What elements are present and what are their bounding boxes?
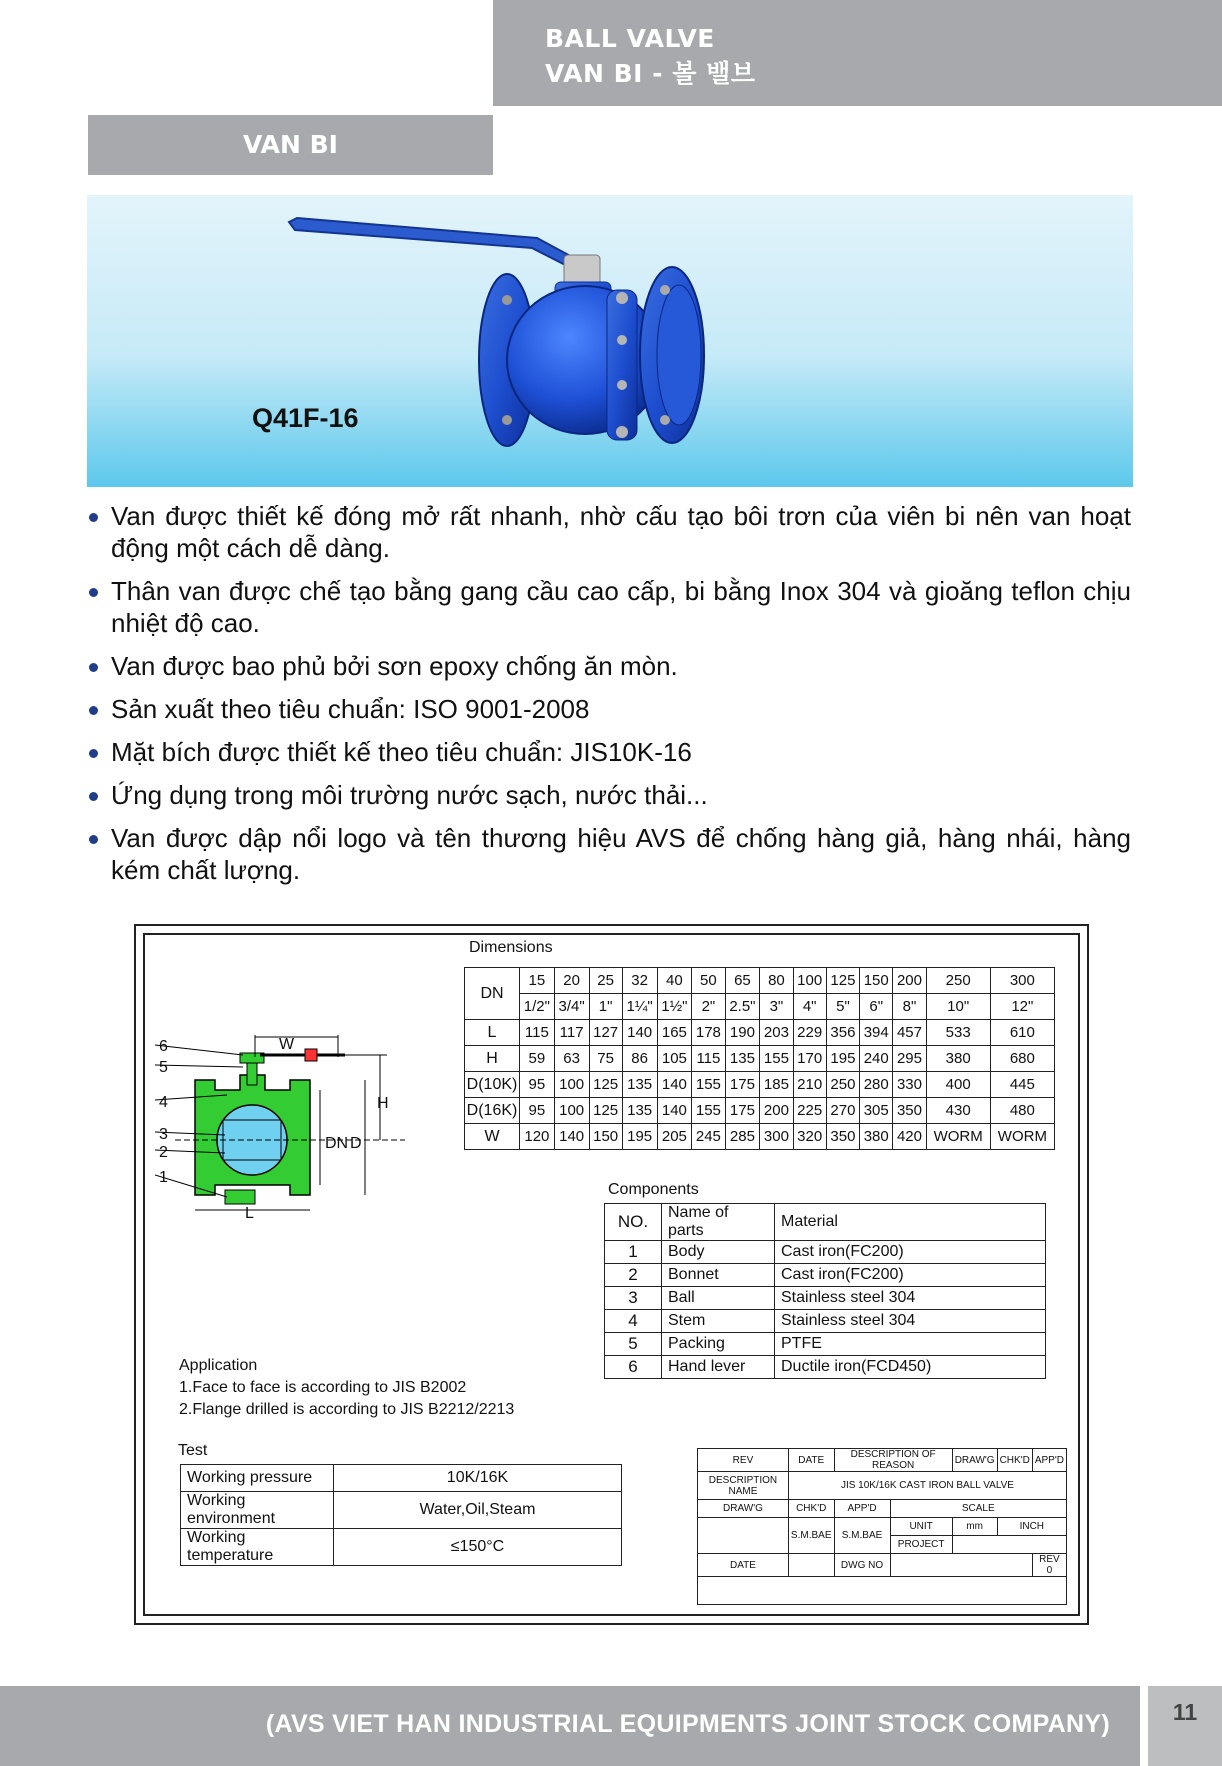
- dimensions-cell: 680: [990, 1046, 1054, 1072]
- dimensions-cell: 380: [860, 1124, 893, 1150]
- dimensions-cell: 150: [860, 968, 893, 994]
- component-name: Ball: [662, 1287, 775, 1310]
- test-row: [181, 1529, 622, 1566]
- dimensions-cell: 3": [760, 994, 793, 1020]
- dimensions-cell: 394: [860, 1020, 893, 1046]
- components-table: [604, 1203, 1046, 1379]
- header-title-vn-kr: VAN BI - 볼 밸브: [545, 59, 756, 88]
- test-title: Test: [178, 1442, 208, 1459]
- dimensions-row-label: D(10K): [465, 1072, 520, 1098]
- dimensions-cell: 115: [520, 1020, 555, 1046]
- test-value: Water,Oil,Steam: [334, 1492, 622, 1529]
- dimensions-cell: 155: [760, 1046, 793, 1072]
- tb-dwg-no: DWG NO: [834, 1554, 890, 1577]
- component-name: Stem: [662, 1310, 775, 1333]
- dimensions-cell: 140: [554, 1124, 589, 1150]
- dimensions-cell: 59: [520, 1046, 555, 1072]
- dimensions-cell: 100: [554, 1098, 589, 1124]
- dimensions-cell: 300: [990, 968, 1054, 994]
- dimensions-cell: 330: [893, 1072, 926, 1098]
- dimensions-cell: 117: [554, 1020, 589, 1046]
- component-material: PTFE: [775, 1333, 1046, 1356]
- dimensions-cell: WORM: [926, 1124, 990, 1150]
- feature-item: Ứng dụng trong môi trường nước sạch, nước thải...: [87, 779, 1131, 811]
- dimensions-row: [465, 1072, 1055, 1098]
- dimensions-cell: 610: [990, 1020, 1054, 1046]
- component-no: 3: [605, 1287, 662, 1310]
- dimensions-cell: 140: [657, 1072, 692, 1098]
- dimensions-row-label: H: [465, 1046, 520, 1072]
- dimensions-cell: 210: [793, 1072, 826, 1098]
- component-row: [605, 1264, 1046, 1287]
- dimensions-cell: 140: [657, 1098, 692, 1124]
- dimensions-cell: 75: [589, 1046, 622, 1072]
- dimensions-cell: 350: [826, 1124, 859, 1150]
- tb-description-value: JIS 10K/16K CAST IRON BALL VALVE: [788, 1472, 1066, 1500]
- dimensions-row: [465, 1124, 1055, 1150]
- dimensions-cell: 195: [826, 1046, 859, 1072]
- page-number: 11: [1148, 1686, 1222, 1766]
- dimensions-cell: 295: [893, 1046, 926, 1072]
- tb-unit: UNIT: [890, 1518, 952, 1536]
- dimensions-cell: 125: [589, 1098, 622, 1124]
- dimensions-cell: 200: [893, 968, 926, 994]
- tb-appd: APP'D: [1032, 1449, 1066, 1472]
- feature-list: [87, 500, 1131, 897]
- dimensions-cell: 4": [793, 994, 826, 1020]
- dimensions-cell: 40: [657, 968, 692, 994]
- dimensions-cell: 300: [760, 1124, 793, 1150]
- col-header-name: Name of parts: [662, 1204, 775, 1241]
- dimensions-cell: 5": [826, 994, 859, 1020]
- dimensions-cell: 125: [826, 968, 859, 994]
- tb-rev: REV: [698, 1449, 789, 1472]
- col-header-no: NO.: [605, 1204, 662, 1241]
- dimensions-cell: 1¼": [622, 994, 657, 1020]
- components-header-row: [605, 1204, 1046, 1241]
- dimensions-cell: 105: [657, 1046, 692, 1072]
- dimensions-cell: 100: [793, 968, 826, 994]
- dimensions-cell: 10": [926, 994, 990, 1020]
- dimensions-cell: 380: [926, 1046, 990, 1072]
- dimensions-row: [465, 994, 1055, 1020]
- dimensions-cell: 155: [692, 1098, 725, 1124]
- dimensions-cell: 2": [692, 994, 725, 1020]
- page-number-box: [1140, 1686, 1222, 1766]
- dimensions-cell: 280: [860, 1072, 893, 1098]
- col-header-material: Material: [775, 1204, 1046, 1241]
- section-title: VAN BI: [88, 115, 493, 175]
- dimensions-cell: 80: [760, 968, 793, 994]
- part-callout: 1: [159, 1169, 168, 1186]
- dimensions-cell: 203: [760, 1020, 793, 1046]
- dimensions-row: [465, 1098, 1055, 1124]
- header-title-en: BALL VALVE: [545, 24, 715, 53]
- dimensions-cell: 65: [725, 968, 760, 994]
- component-no: 2: [605, 1264, 662, 1287]
- tb-project: PROJECT: [890, 1536, 952, 1554]
- test-table: [180, 1464, 622, 1566]
- dimensions-cell: 95: [520, 1098, 555, 1124]
- dimensions-cell: 270: [826, 1098, 859, 1124]
- dimensions-row-label: L: [465, 1020, 520, 1046]
- dimensions-row-label: W: [465, 1124, 520, 1150]
- tb-chkd: CHK'D: [997, 1449, 1032, 1472]
- components-title: Components: [608, 1181, 699, 1198]
- dimensions-cell: 229: [793, 1020, 826, 1046]
- component-name: Packing: [662, 1333, 775, 1356]
- feature-item: Van được dập nổi logo và tên thương hiệu AVS để chống hàng giả, hàng nhái, hàng kém chất lượng.: [87, 822, 1131, 886]
- dimensions-cell: 195: [622, 1124, 657, 1150]
- feature-item: Van được thiết kế đóng mở rất nhanh, nhờ cấu tạo bôi trơn của viên bi nên van hoạt động một cách dễ dàng.: [87, 500, 1131, 564]
- dim-label-dn: DN: [325, 1135, 349, 1152]
- component-material: Ductile iron(FCD450): [775, 1356, 1046, 1379]
- header-band: [493, 0, 1222, 106]
- dimensions-cell: 15: [520, 968, 555, 994]
- component-name: Bonnet: [662, 1264, 775, 1287]
- dimensions-cell: 178: [692, 1020, 725, 1046]
- component-material: Stainless steel 304: [775, 1310, 1046, 1333]
- dimensions-title: Dimensions: [469, 939, 553, 956]
- dimensions-cell: 445: [990, 1072, 1054, 1098]
- dimensions-cell: 127: [589, 1020, 622, 1046]
- component-no: 6: [605, 1356, 662, 1379]
- dimensions-cell: 200: [760, 1098, 793, 1124]
- test-value: 10K/16K: [334, 1465, 622, 1492]
- dim-label-d: D: [350, 1135, 362, 1152]
- dim-label-l: L: [245, 1205, 254, 1222]
- dimensions-cell: 115: [692, 1046, 725, 1072]
- dimensions-cell: 245: [692, 1124, 725, 1150]
- dimensions-cell: 8": [893, 994, 926, 1020]
- dimensions-cell: 2.5": [725, 994, 760, 1020]
- tb-scale: SCALE: [890, 1500, 1066, 1518]
- dimensions-cell: 430: [926, 1098, 990, 1124]
- tb-drawg: DRAW'G: [952, 1449, 997, 1472]
- test-label: Working pressure: [181, 1465, 334, 1492]
- test-value: ≤150°C: [334, 1529, 622, 1566]
- dimensions-row-label: D(16K): [465, 1098, 520, 1124]
- dimensions-cell: 356: [826, 1020, 859, 1046]
- tb-rev-box: [1032, 1554, 1066, 1577]
- dimensions-cell: 175: [725, 1072, 760, 1098]
- dimensions-cell: 20: [554, 968, 589, 994]
- feature-item: Mặt bích được thiết kế theo tiêu chuẩn: JIS10K-16: [87, 736, 1131, 768]
- component-no: 5: [605, 1333, 662, 1356]
- component-no: 1: [605, 1241, 662, 1264]
- part-callout: 4: [159, 1094, 168, 1111]
- dimensions-cell: 3/4": [554, 994, 589, 1020]
- component-material: Stainless steel 304: [775, 1287, 1046, 1310]
- component-name: Hand lever: [662, 1356, 775, 1379]
- drawing-title-block: [697, 1448, 1067, 1605]
- tb-desc-reason: DESCRIPTION OF REASON: [834, 1449, 952, 1472]
- tb-rev-value: 0: [1046, 1565, 1053, 1576]
- tb-drawg-2: DRAW'G: [698, 1500, 789, 1518]
- dimensions-cell: 420: [893, 1124, 926, 1150]
- part-callout: 3: [159, 1126, 168, 1143]
- dimensions-row: [465, 968, 1055, 994]
- tb-rev-label: REV: [1039, 1554, 1060, 1565]
- test-row: [181, 1465, 622, 1492]
- valve-cross-section-diagram: [155, 1035, 415, 1225]
- dimensions-cell: 25: [589, 968, 622, 994]
- dimensions-cell: 135: [622, 1098, 657, 1124]
- tb-unit-inch: INCH: [997, 1518, 1066, 1536]
- component-row: [605, 1310, 1046, 1333]
- dimensions-cell: 50: [692, 968, 725, 994]
- dimensions-cell: 1½": [657, 994, 692, 1020]
- tb-appd-2: APP'D: [834, 1500, 890, 1518]
- product-model: Q41F-16: [252, 403, 359, 433]
- dimensions-cell: 140: [622, 1020, 657, 1046]
- dimensions-cell: 533: [926, 1020, 990, 1046]
- dimensions-cell: 480: [990, 1098, 1054, 1124]
- application-line: 2.Flange drilled is according to JIS B2212/2213: [179, 1401, 515, 1418]
- dimensions-cell: 100: [554, 1072, 589, 1098]
- test-row: [181, 1492, 622, 1529]
- dimensions-row-label: DN: [465, 968, 520, 1020]
- dimensions-row: [465, 1046, 1055, 1072]
- dimensions-cell: 135: [725, 1046, 760, 1072]
- dimensions-cell: 457: [893, 1020, 926, 1046]
- dimensions-cell: 150: [589, 1124, 622, 1150]
- dimensions-cell: 1": [589, 994, 622, 1020]
- dimensions-cell: 63: [554, 1046, 589, 1072]
- dimensions-cell: 400: [926, 1072, 990, 1098]
- product-hero: [87, 195, 1133, 487]
- feature-item: Thân van được chế tạo bằng gang cầu cao cấp, bi bằng Inox 304 và gioăng teflon chịu nhiệt độ cao.: [87, 575, 1131, 639]
- part-callout: 2: [159, 1144, 168, 1161]
- component-name: Body: [662, 1241, 775, 1264]
- dimensions-cell: 320: [793, 1124, 826, 1150]
- tb-unit-mm: mm: [952, 1518, 997, 1536]
- component-row: [605, 1333, 1046, 1356]
- application-line: 1.Face to face is according to JIS B2002: [179, 1379, 467, 1396]
- component-no: 4: [605, 1310, 662, 1333]
- component-row: [605, 1356, 1046, 1379]
- dimensions-cell: 120: [520, 1124, 555, 1150]
- tb-appd-name: S.M.BAE: [834, 1518, 890, 1554]
- component-material: Cast iron(FC200): [775, 1264, 1046, 1287]
- dimensions-cell: 285: [725, 1124, 760, 1150]
- part-callout: 5: [159, 1059, 168, 1076]
- tb-date-2: DATE: [698, 1554, 789, 1577]
- component-row: [605, 1287, 1046, 1310]
- tb-description-name: DESCRIPTION NAME: [698, 1472, 789, 1500]
- dimensions-row: [465, 1020, 1055, 1046]
- drawing-inner-frame: [143, 933, 1080, 1616]
- component-material: Cast iron(FC200): [775, 1241, 1046, 1264]
- dimensions-cell: 95: [520, 1072, 555, 1098]
- dimensions-cell: 12": [990, 994, 1054, 1020]
- footer-band: [0, 1686, 1140, 1766]
- dimensions-cell: 250: [926, 968, 990, 994]
- feature-item: Sản xuất theo tiêu chuẩn: ISO 9001-2008: [87, 693, 1131, 725]
- tb-chkd-name: S.M.BAE: [788, 1518, 834, 1554]
- footer-company: (AVS VIET HAN INDUSTRIAL EQUIPMENTS JOINT STOCK COMPANY): [265, 1710, 1110, 1738]
- dimensions-cell: 6": [860, 994, 893, 1020]
- tb-date: DATE: [788, 1449, 834, 1472]
- application-title: Application: [179, 1357, 258, 1374]
- dimensions-cell: 250: [826, 1072, 859, 1098]
- dimensions-cell: 125: [589, 1072, 622, 1098]
- dimensions-cell: 205: [657, 1124, 692, 1150]
- dimensions-table: [464, 967, 1055, 1150]
- dimensions-cell: 32: [622, 968, 657, 994]
- dimensions-cell: WORM: [990, 1124, 1054, 1150]
- dimensions-cell: 175: [725, 1098, 760, 1124]
- dimensions-cell: 185: [760, 1072, 793, 1098]
- dimensions-cell: 350: [893, 1098, 926, 1124]
- tb-chkd-2: CHK'D: [788, 1500, 834, 1518]
- dimensions-cell: 165: [657, 1020, 692, 1046]
- dimensions-cell: 305: [860, 1098, 893, 1124]
- dimensions-cell: 190: [725, 1020, 760, 1046]
- component-row: [605, 1241, 1046, 1264]
- dimensions-cell: 155: [692, 1072, 725, 1098]
- dim-label-w: W: [279, 1036, 295, 1053]
- dimensions-cell: 135: [622, 1072, 657, 1098]
- test-label: Working environment: [181, 1492, 334, 1529]
- dim-label-h: H: [377, 1095, 389, 1112]
- dimensions-cell: 225: [793, 1098, 826, 1124]
- technical-drawing-sheet: [134, 924, 1089, 1625]
- feature-item: Van được bao phủ bởi sơn epoxy chống ăn mòn.: [87, 650, 1131, 682]
- dimensions-cell: 170: [793, 1046, 826, 1072]
- dimensions-cell: 86: [622, 1046, 657, 1072]
- ball-valve-image: [287, 210, 807, 485]
- test-label: Working temperature: [181, 1529, 334, 1566]
- dimensions-cell: 240: [860, 1046, 893, 1072]
- part-callout: 6: [159, 1038, 168, 1055]
- dimensions-cell: 1/2": [520, 994, 555, 1020]
